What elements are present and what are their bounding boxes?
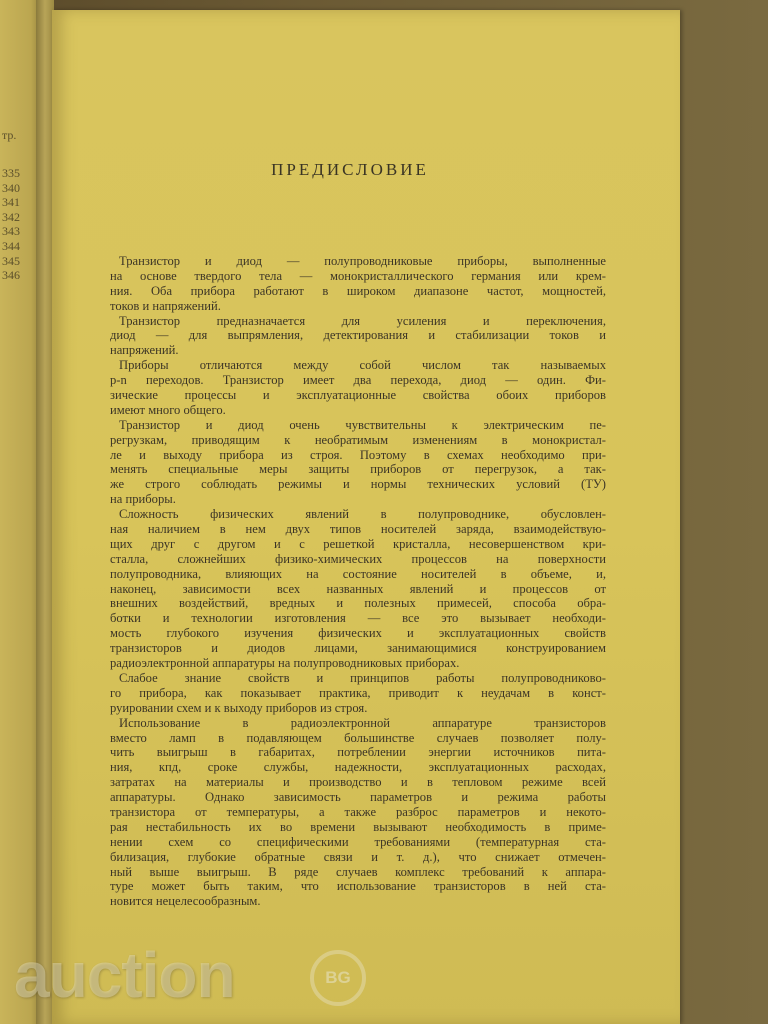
text-line: вместо ламп в подавляющем большинстве случаев позволяет полу-	[110, 730, 606, 745]
toc-page-number: 344	[2, 239, 20, 253]
text-line: p-n переходов. Транзистор имеет два перехода, диод — один. Фи-	[110, 373, 606, 388]
toc-page-number: 346	[2, 268, 20, 283]
paragraph	[110, 418, 606, 507]
text-line: на приборы.	[110, 492, 176, 507]
text-line: токов и напряжений.	[110, 298, 221, 313]
text-line: Транзистор и диод — полупроводниковые приборы, выполненные	[119, 254, 606, 268]
toc-page-number: 335	[2, 166, 20, 180]
paragraph	[110, 358, 606, 418]
text-line: регрузкам, приводящим к необратимым изменениям в монокристал-	[110, 432, 606, 447]
text-line: ная наличием в нем двух типов носителей заряда, взаимодействую-	[110, 522, 606, 537]
text-line: затратах на материалы и производство и в тепловом режиме всей	[110, 775, 606, 790]
text-line: же строго соблюдать режимы и нормы технических условий (ТУ)	[110, 477, 606, 492]
text-line: рая нестабильность их во времени вызывают необходимость в приме-	[110, 819, 606, 834]
paragraph	[110, 507, 606, 671]
text-line: Сложность физических явлений в полупроводнике, обусловлен-	[119, 507, 606, 522]
paragraph	[110, 671, 606, 716]
text-line: Приборы отличаются между собой числом так называемых	[119, 358, 606, 373]
paragraph	[110, 314, 606, 359]
text-line: транзисторов и диодов лицами, занимающимися конструированием	[110, 641, 606, 656]
text-line: нении схем со специфическими требованиями (температурная ста-	[110, 834, 606, 849]
text-line: Транзистор предназначается для усиления и переключения,	[119, 313, 606, 328]
paragraph	[110, 254, 606, 314]
text-line: зические процессы и эксплуатационные свойства обоих приборов	[110, 388, 606, 403]
text-line: мость глубокого изучения физических и эксплуатационных свойств	[110, 626, 606, 641]
text-line: Слабое знание свойств и принципов работы полупроводниково-	[119, 670, 606, 685]
text-line: аппаратуры. Однако зависимость параметров и режима работы	[110, 790, 606, 805]
text-line: менять специальные меры защиты приборов от перегрузок, а так-	[110, 462, 606, 477]
text-line: ле и выходу прибора из строя. Поэтому в схемах необходимо при-	[110, 447, 606, 462]
text-line: диод — для выпрямления, детектирования и стабилизации токов и	[110, 328, 606, 343]
text-line: ния. Оба прибора работают в широком диапазоне частот, мощностей,	[110, 283, 606, 298]
text-line: наконец, зависимости всех названных явлений и процессов от	[110, 581, 606, 596]
paragraph	[110, 716, 606, 910]
text-line: ный выше выигрыш. В ряде случаев комплекс требований к аппара-	[110, 864, 606, 879]
text-line: билизация, глубокие обратные связи и т. д.), что снижает отмечен-	[110, 849, 606, 864]
text-line: напряжений.	[110, 343, 179, 358]
text-line: ботки и технологии изготовления — все это вызывает необходи-	[110, 611, 606, 626]
text-line: на основе твердого тела — монокристаллического германия или крем-	[110, 268, 606, 283]
watermark-badge: BG	[310, 950, 366, 1006]
text-line: радиоэлектронной аппаратуры на полупроводниковых приборах.	[110, 656, 460, 671]
text-line: внешних воздействий, вредных и полезных примесей, способа обра-	[110, 596, 606, 611]
toc-page-number: 341	[2, 195, 20, 210]
text-line: Использование в радиоэлектронной аппаратуре транзисторов	[119, 715, 606, 730]
page-body-text	[110, 254, 606, 909]
text-line: сталла, сложнейших физико-химических процессов на поверхности	[110, 551, 606, 566]
page-title: ПРЕДИСЛОВИЕ	[271, 160, 429, 179]
text-line: чить выигрыш в габаритах, потреблении энергии источников пита-	[110, 745, 606, 760]
text-line: Транзистор и диод очень чувствительны к электрическим пе-	[119, 417, 606, 432]
toc-header: тр.	[2, 128, 17, 142]
text-line: транзистора от температуры, а также разброс параметров и некото-	[110, 804, 606, 819]
watermark-logo: auction	[14, 939, 235, 1011]
text-line: ния, кпд, сроке службы, надежности, эксплуатационных расходах,	[110, 760, 606, 775]
text-line: руировании схем и к выходу приборов из строя.	[110, 700, 368, 715]
toc-page-number: 340	[2, 180, 20, 195]
toc-page-number: 343	[2, 224, 20, 239]
text-line: новится нецелесообразным.	[110, 894, 261, 909]
text-line: го прибора, как показывает практика, приводит к неудачам в конст-	[110, 685, 606, 700]
toc-page-number: 342	[2, 209, 20, 224]
toc-page-number: 345	[2, 253, 20, 268]
text-line: имеют много общего.	[110, 402, 226, 417]
text-line: полупроводника, влияющих на состояние носителей в объеме, и,	[110, 566, 606, 581]
text-line: туре может быть таким, что использование транзисторов в ней ста-	[110, 879, 606, 894]
text-line: щих друг с другом и с решеткой кристалла, несовершенством кри-	[110, 536, 606, 551]
